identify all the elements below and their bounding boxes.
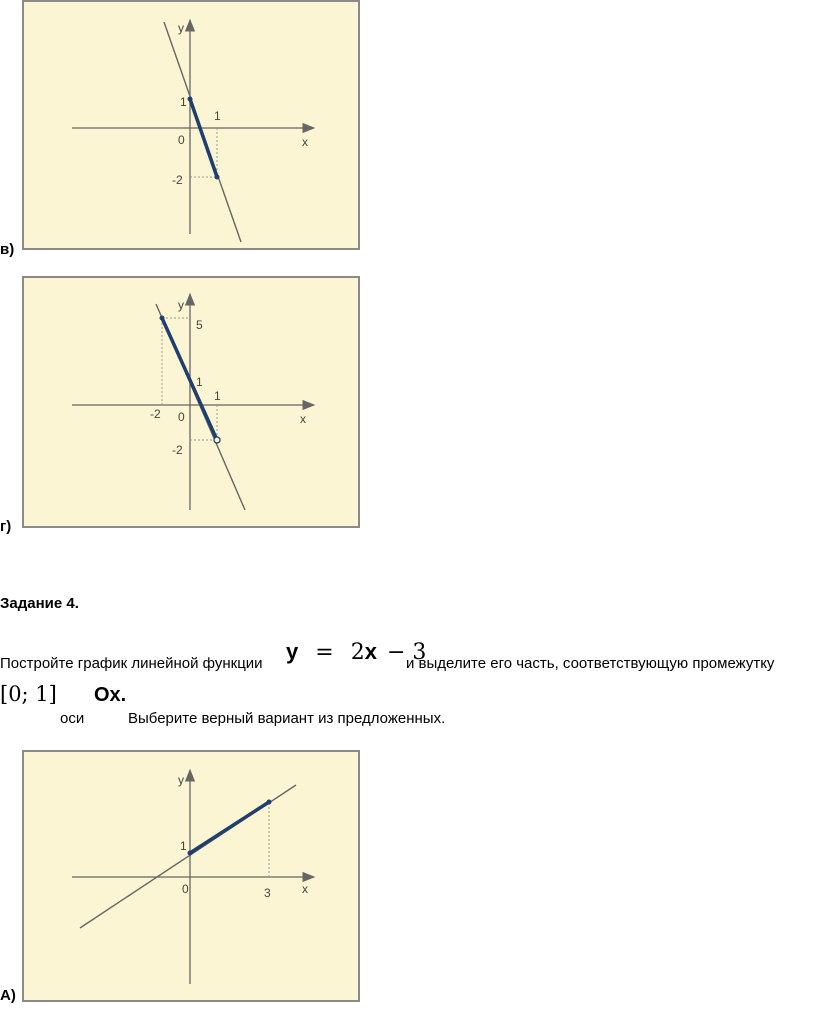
y-tick-label: 1 (196, 375, 203, 389)
graph-option-v (22, 0, 360, 250)
x-tick-label: 1 (214, 389, 221, 403)
y-axis-label: y (178, 773, 184, 787)
y-tick-label: 1 (180, 95, 187, 109)
x-tick-label: 1 (214, 109, 221, 123)
segment-end-point (215, 175, 220, 180)
origin-label: 0 (182, 882, 189, 896)
graph-option-a (22, 750, 360, 1002)
formula-equals: = (315, 640, 334, 665)
segment-start-point (160, 316, 165, 321)
highlighted-segment (190, 99, 217, 177)
formula-x: x (364, 639, 377, 664)
task-interval: [0; 1] (0, 682, 57, 706)
origin-label: 0 (178, 133, 185, 147)
graph-option-g (22, 276, 360, 528)
option-label-v: в) (0, 241, 15, 258)
x-axis-label: x (302, 135, 308, 149)
task-axis-name: Ox. (94, 684, 127, 706)
formula-coef: 2 (350, 640, 365, 665)
y-tick-label: -2 (172, 443, 183, 457)
y-axis-label: y (178, 21, 184, 35)
formula-rest: − 3 (386, 640, 427, 665)
task-heading: Задание 4. (0, 595, 79, 612)
task-text-after: и выделите его часть, соответствующую промежутку (406, 655, 775, 672)
highlighted-segment (190, 802, 269, 853)
graph-option-v-svg (24, 2, 358, 248)
x-tick-label: -2 (150, 407, 161, 421)
formula-y: y (286, 639, 299, 664)
origin-label: 0 (178, 410, 185, 424)
option-label-a: А) (0, 987, 16, 1004)
y-axis-label: y (178, 298, 184, 312)
graph-option-g-svg (24, 278, 358, 526)
y-tick-label: -2 (172, 173, 183, 187)
task-instruction: Выберите верный вариант из предложенных. (128, 710, 446, 727)
segment-end-point (267, 800, 272, 805)
task-text-before: Постройте график линейной функции (0, 655, 263, 672)
x-axis-label: x (300, 412, 306, 426)
x-tick-label: 3 (264, 886, 271, 900)
task-axis-word: оси (60, 710, 85, 727)
x-axis-label: x (302, 882, 308, 896)
segment-end-point-open (214, 437, 220, 443)
y-tick-label: 1 (180, 839, 187, 853)
option-label-g: г) (0, 518, 12, 535)
segment-start-point (188, 851, 193, 856)
graph-option-a-svg (24, 752, 358, 1000)
segment-start-point (188, 97, 193, 102)
y-tick-label: 5 (196, 318, 203, 332)
